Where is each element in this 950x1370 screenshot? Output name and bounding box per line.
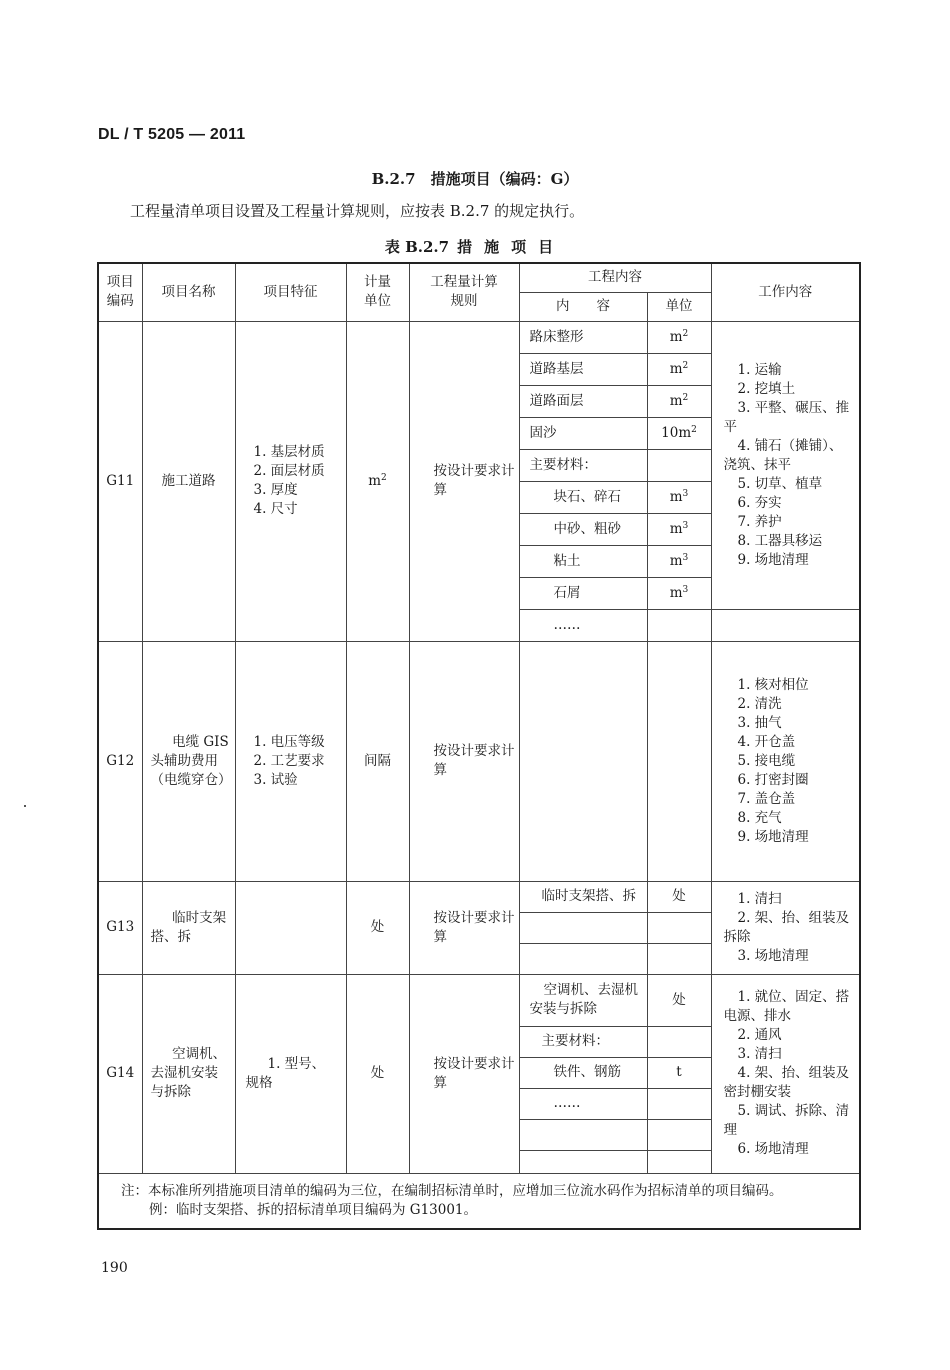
feature-item: 1. 电压等级 — [253, 733, 325, 750]
work-item: 4. 开仓盖 — [737, 733, 796, 750]
code-g12: G12 — [98, 641, 142, 881]
work-item: 4. 铺石（摊铺）、浇筑、抹平 — [723, 437, 843, 473]
content-unit: $10m^2$ — [647, 417, 711, 449]
table-note — [98, 1173, 860, 1229]
table-caption-name: 措施项目 — [457, 238, 566, 256]
features-g14 — [235, 974, 346, 1173]
content-unit — [647, 1026, 711, 1057]
unit-g13: 处 — [346, 881, 409, 974]
content-item: 石屑 — [519, 577, 647, 609]
content-item: …… — [519, 609, 647, 641]
empty-cell — [647, 641, 711, 881]
empty-cell — [647, 1150, 711, 1173]
feature-item: 2. 工艺要求 — [253, 752, 325, 769]
content-item: 临时支架搭、拆 — [519, 881, 647, 912]
content-unit: $m^3$ — [647, 545, 711, 577]
work-item: 2. 通风 — [737, 1027, 782, 1043]
content-unit: $m^3$ — [647, 513, 711, 545]
scan-speck — [24, 805, 26, 807]
feature-item: 1. 型号、规格 — [245, 1055, 326, 1091]
content-unit: t — [647, 1057, 711, 1088]
note-row — [98, 1173, 860, 1229]
name-g11: 施工道路 — [142, 321, 235, 641]
content-item: …… — [519, 1088, 647, 1119]
empty-cell — [519, 943, 647, 974]
work-item: 4. 架、抬、组装及密封棚安装 — [723, 1065, 850, 1100]
content-item: 粘土 — [519, 545, 647, 577]
empty-cell — [519, 1150, 647, 1173]
empty-cell — [647, 912, 711, 943]
content-item: 块石、碎石 — [519, 481, 647, 513]
unit-g12: 间隔 — [346, 641, 409, 881]
work-item: 1. 运输 — [737, 361, 782, 378]
feature-item: 1. 基层材质 — [253, 444, 325, 460]
unit-g11: $m^2$ — [346, 321, 409, 641]
note-line-1: 注：本标准所列措施项目清单的编码为三位，在编制招标清单时，应增加三位流水码作为招标清单的项目编码。 — [121, 1182, 783, 1199]
work-item: 6. 打密封圈 — [737, 771, 809, 788]
table-row — [98, 321, 860, 353]
feature-item: 4. 尺寸 — [253, 501, 298, 517]
code-g13: G13 — [98, 881, 142, 974]
content-unit: $m^3$ — [647, 577, 711, 609]
col-header-unit: 计量单位 — [346, 263, 409, 321]
content-item: 固沙 — [519, 417, 647, 449]
work-item: 9. 场地清理 — [737, 551, 809, 568]
work-item: 5. 切草、植草 — [737, 475, 823, 492]
col-header-feature: 项目特征 — [235, 263, 346, 321]
content-unit: 处 — [647, 974, 711, 1026]
table-caption — [0, 236, 950, 257]
work-item: 3. 平整、碾压、推平 — [723, 399, 850, 435]
table-caption-prefix: 表 B.2.7 — [384, 238, 450, 256]
work-item: 5. 调试、拆除、清理 — [723, 1103, 850, 1138]
work-item: 3. 清扫 — [737, 1046, 782, 1062]
section-title: B.2.7 措施项目（编码：G） — [371, 170, 579, 188]
header-row-1 — [98, 263, 860, 292]
work-g14 — [711, 974, 860, 1173]
table-row — [98, 881, 860, 912]
content-item: 中砂、粗砂 — [519, 513, 647, 545]
empty-cell — [519, 1119, 647, 1150]
work-item: 2. 挖填土 — [737, 380, 796, 397]
empty-cell — [647, 1119, 711, 1150]
work-item: 6. 场地清理 — [737, 1141, 809, 1157]
note-line-2: 例：临时支架搭、拆的招标清单项目编码为 G13001。 — [149, 1201, 478, 1218]
measures-table — [97, 262, 861, 1230]
table-row — [98, 641, 860, 881]
features-g11 — [235, 321, 346, 641]
work-item: 7. 养护 — [737, 513, 782, 530]
work-item: 1. 就位、固定、搭电源、排水 — [723, 989, 850, 1024]
col-header-rule: 工程量计算规则 — [409, 263, 519, 321]
rule-g13: 按设计要求计算 — [409, 881, 519, 974]
content-unit: 处 — [647, 881, 711, 912]
content-unit — [647, 449, 711, 481]
work-g11 — [711, 321, 860, 609]
col-header-code: 项目编码 — [98, 263, 142, 321]
standard-code: DL / T 5205 — 2011 — [98, 126, 246, 143]
content-unit: $m^2$ — [647, 353, 711, 385]
content-unit: $m^2$ — [647, 321, 711, 353]
name-g14: 空调机、去湿机安装与拆除 — [142, 974, 235, 1173]
work-item: 3. 抽气 — [737, 714, 782, 731]
work-item: 3. 场地清理 — [737, 947, 809, 964]
content-item: 主要材料： — [519, 449, 647, 481]
col-header-content-group: 工程内容 — [519, 263, 711, 292]
content-item: 路床整形 — [519, 321, 647, 353]
work-item: 7. 盖仓盖 — [737, 790, 796, 807]
empty-cell — [711, 609, 860, 641]
content-item: 铁件、钢筋 — [519, 1057, 647, 1088]
content-item: 道路面层 — [519, 385, 647, 417]
feature-item: 2. 面层材质 — [253, 463, 325, 479]
work-g12 — [711, 641, 860, 881]
col-header-content-item: 内 容 — [519, 292, 647, 321]
empty-cell — [647, 943, 711, 974]
work-item: 8. 充气 — [737, 809, 782, 826]
col-header-name: 项目名称 — [142, 263, 235, 321]
content-unit: $m^3$ — [647, 481, 711, 513]
name-g13: 临时支架搭、拆 — [142, 881, 235, 974]
empty-cell — [519, 912, 647, 943]
unit-g14: 处 — [346, 974, 409, 1173]
work-item: 2. 架、抬、组装及拆除 — [723, 909, 850, 945]
content-item: 道路基层 — [519, 353, 647, 385]
work-g13 — [711, 881, 860, 974]
empty-cell — [519, 641, 647, 881]
work-item: 6. 夯实 — [737, 494, 782, 511]
rule-g12: 按设计要求计算 — [409, 641, 519, 881]
rule-g14: 按设计要求计算 — [409, 974, 519, 1173]
col-header-work: 工作内容 — [711, 263, 860, 321]
code-g11: G11 — [98, 321, 142, 641]
work-item: 1. 核对相位 — [737, 676, 809, 693]
intro-paragraph: 工程量清单项目设置及工程量计算规则，应按表 B.2.7 的规定执行。 — [130, 202, 585, 220]
name-g12: 电缆 GIS 头辅助费用（电缆穿仓） — [142, 641, 235, 881]
content-item: 空调机、去湿机安装与拆除 — [519, 974, 647, 1026]
work-item: 2. 清洗 — [737, 695, 782, 712]
page-number: 190 — [101, 1260, 128, 1276]
table-row — [98, 974, 860, 1026]
features-g12 — [235, 641, 346, 881]
content-item: 主要材料： — [519, 1026, 647, 1057]
content-unit — [647, 1088, 711, 1119]
feature-item: 3. 试验 — [253, 771, 298, 788]
content-unit: $m^2$ — [647, 385, 711, 417]
content-unit — [647, 609, 711, 641]
work-item: 9. 场地清理 — [737, 828, 809, 845]
col-header-content-unit: 单位 — [647, 292, 711, 321]
work-item: 1. 清扫 — [737, 890, 782, 907]
empty-cell — [235, 881, 346, 974]
feature-item: 3. 厚度 — [253, 482, 298, 498]
work-item: 8. 工器具移运 — [737, 532, 823, 549]
rule-g11: 按设计要求计算 — [409, 321, 519, 641]
code-g14: G14 — [98, 974, 142, 1173]
work-item: 5. 接电缆 — [737, 752, 796, 769]
